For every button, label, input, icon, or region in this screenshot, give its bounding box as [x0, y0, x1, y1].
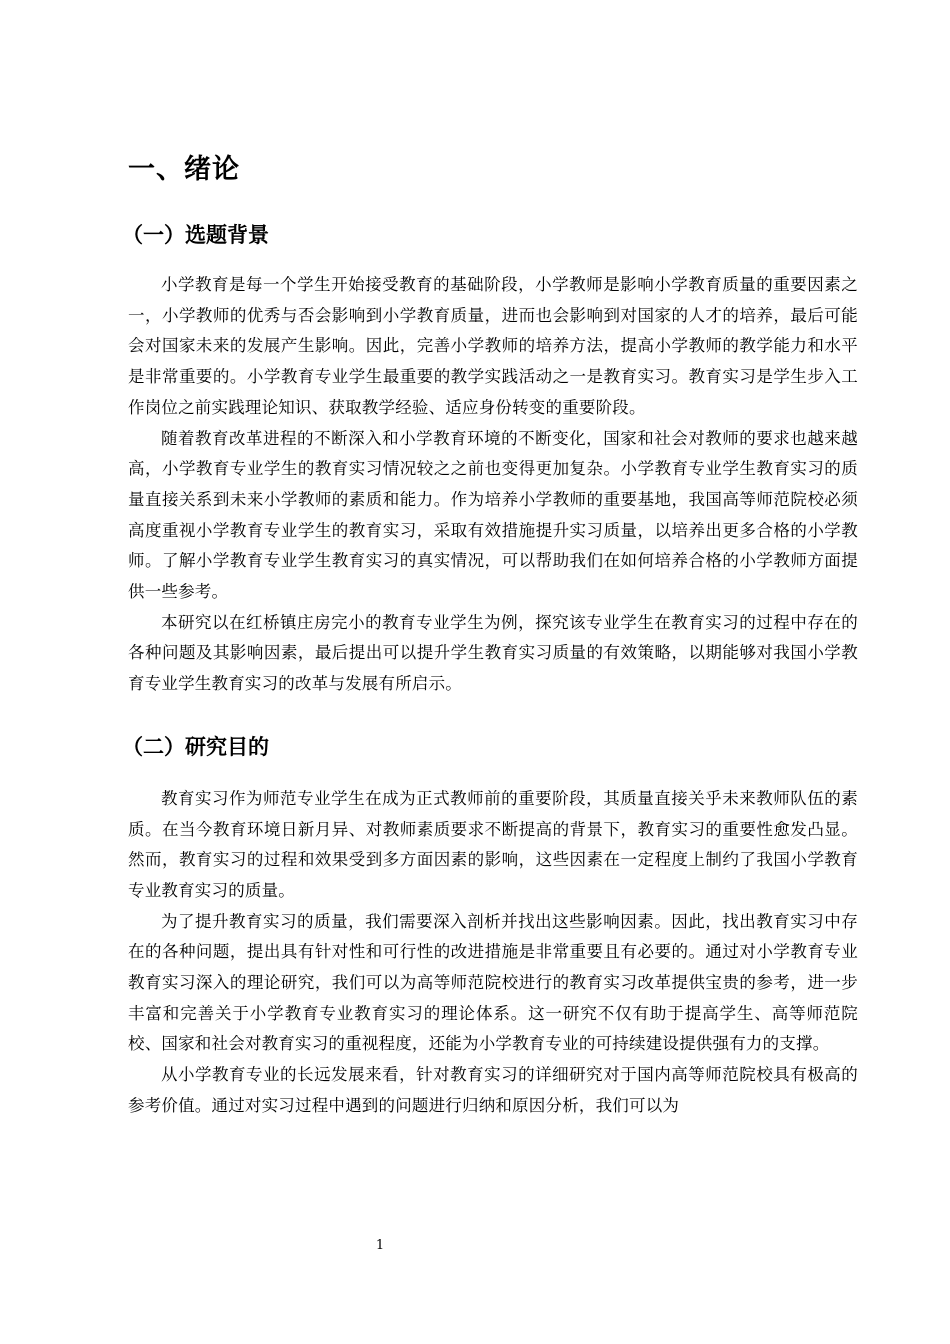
section-heading-purpose: （二）研究目的	[122, 734, 269, 759]
chapter-title: 一、绪论	[128, 154, 240, 185]
page-content	[122, 150, 858, 1122]
paragraph: 小学教育是每一个学生开始接受教育的基础阶段，小学教师是影响小学教育质量的重要因素之一，小学教师的优秀与否会影响到小学教育质量，进而也会影响到对国家的人才的培养，最后可能会对国家未来的发展产生影响。因此，完善小学教师的培养方法，提高小学教师的教学能力和水平是非常重要的。小学教育专业学生最重要的教学实践活动之一是教育实习。教育实习是学生步入工作岗位之前实践理论知识、获取教学经验、适应身份转变的重要阶段。	[128, 275, 858, 417]
paragraph: 为了提升教育实习的质量，我们需要深入剖析并找出这些影响因素。因此，找出教育实习中存在的各种问题，提出具有针对性和可行性的改进措施是非常重要且有必要的。通过对小学教育专业教育实习深入的理论研究，我们可以为高等师范院校进行的教育实习改革提供宝贵的参考，进一步丰富和完善关于小学教育专业教育实习的理论体系。这一研究不仅有助于提高学生、高等师范院校、国家和社会对教育实习的重视程度，还能为小学教育专业的可持续建设提供强有力的支撑。	[128, 911, 858, 1054]
paragraph: 随着教育改革进程的不断深入和小学教育环境的不断变化，国家和社会对教师的要求也越来越高，小学教育专业学生的教育实习情况较之之前也变得更加复杂。小学教育专业学生教育实习的质量直接关系到未来小学教师的素质和能力。作为培养小学教师的重要基地，我国高等师范院校必须高度重视小学教育专业学生的教育实习，采取有效措施提升实习质量，以培养出更多合格的小学教师。了解小学教育专业学生教育实习的真实情况，可以帮助我们在如何培养合格的小学教师方面提供一些参考。	[128, 428, 858, 602]
section-heading-background: （一）选题背景	[122, 223, 269, 247]
paragraph: 本研究以在红桥镇庄房完小的教育专业学生为例，探究该专业学生在教育实习的过程中存在的各种问题及其影响因素，最后提出可以提升学生教育实习质量的有效策略，以期能够对我国小学教育专业学生教育实习的改革与发展有所启示。	[128, 612, 858, 694]
page-number: 1	[375, 1238, 385, 1253]
paragraph: 从小学教育专业的长远发展来看，针对教育实习的详细研究对于国内高等师范院校具有极高的参考价值。通过对实习过程中遇到的问题进行归纳和原因分析，我们可以为	[128, 1065, 858, 1115]
paragraph: 教育实习作为师范专业学生在成为正式教师前的重要阶段，其质量直接关乎未来教师队伍的素质。在当今教育环境日新月异、对教师素质要求不断提高的背景下，教育实习的重要性愈发凸显。然而，教育实习的过程和效果受到多方面因素的影响，这些因素在一定程度上制约了我国小学教育专业教育实习的质量。	[128, 788, 858, 900]
